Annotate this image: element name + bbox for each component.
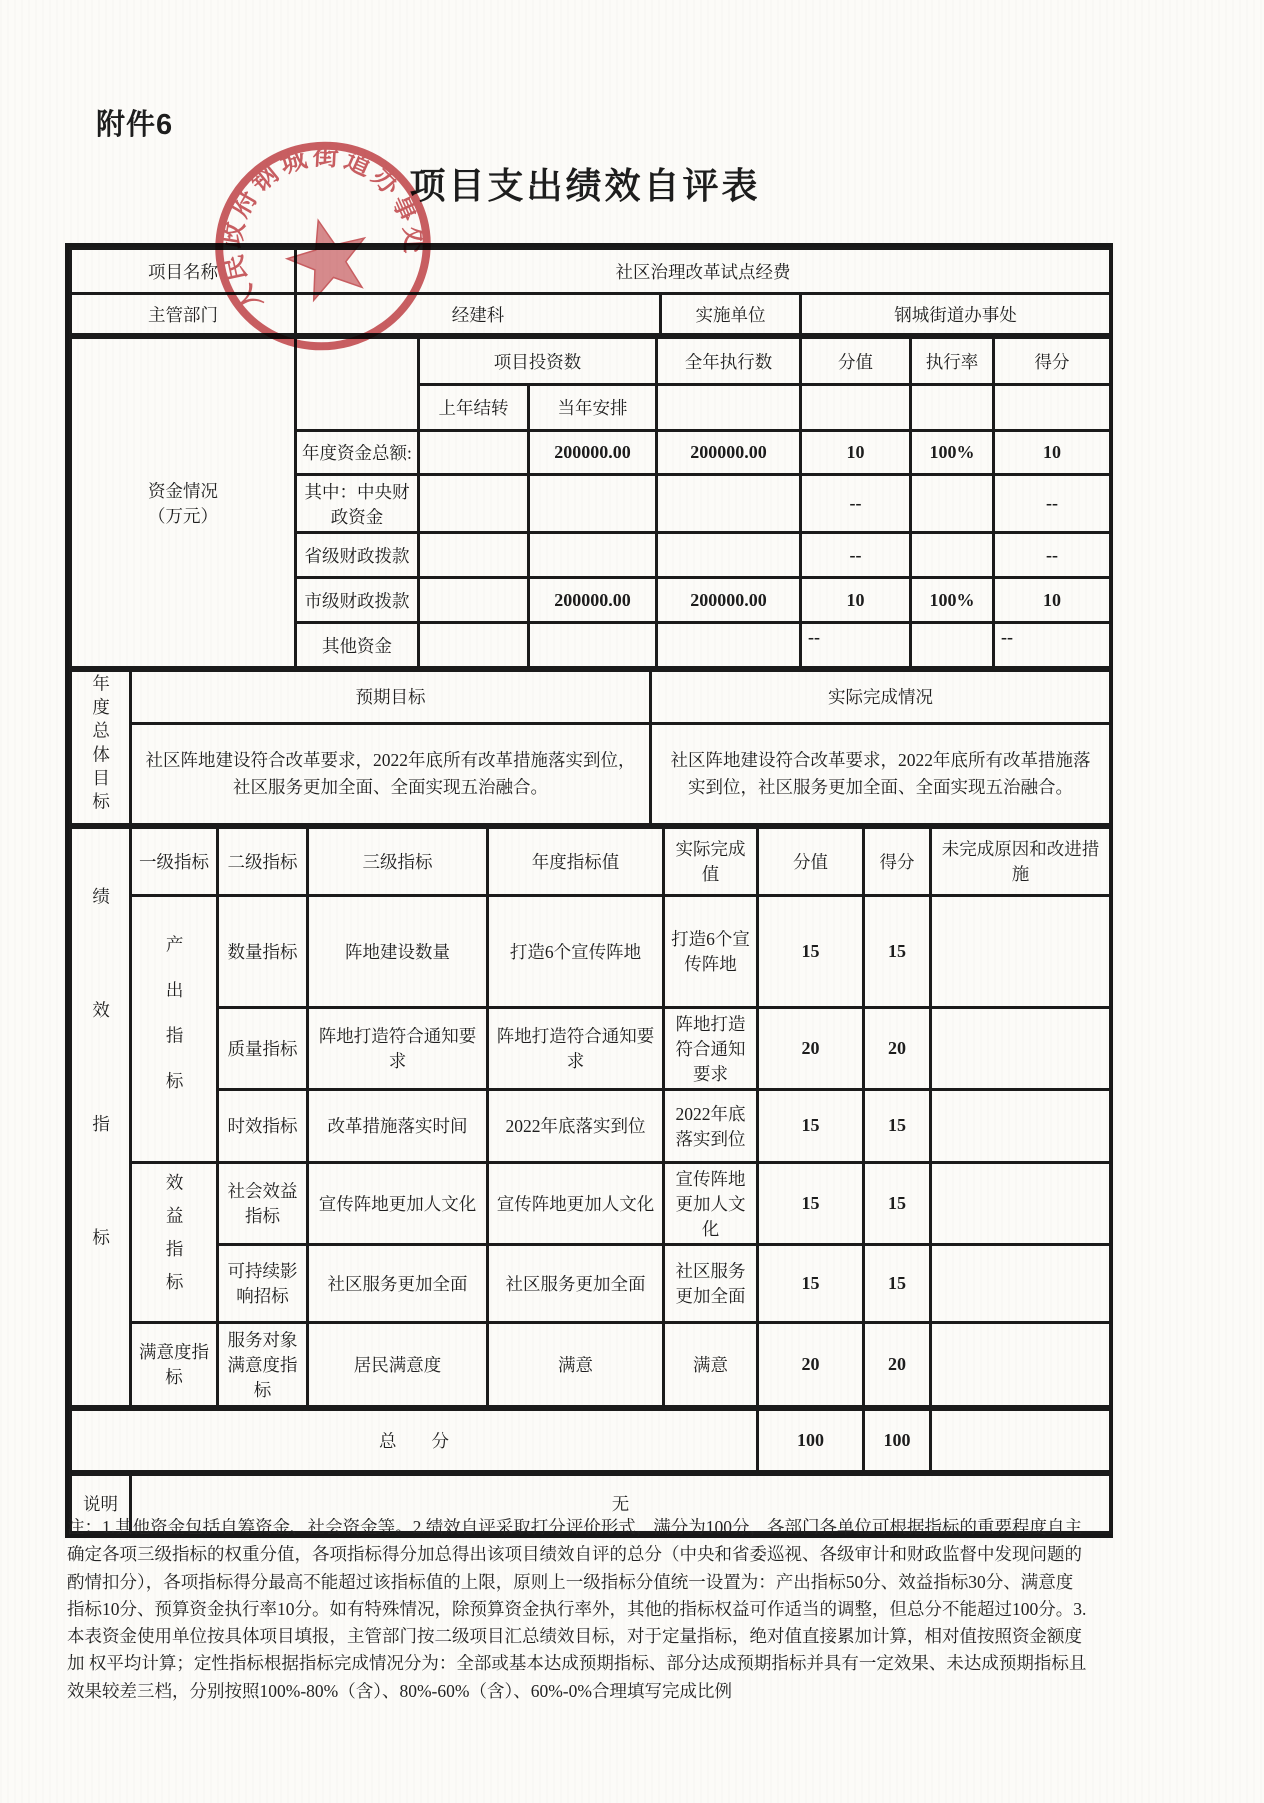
indicator-l2: 质量指标 xyxy=(218,1007,308,1089)
empty-cell xyxy=(931,895,1111,1007)
funding-rate: 100% xyxy=(911,578,994,623)
col-header-rate: 执行率 xyxy=(911,338,994,385)
empty-cell xyxy=(657,623,801,668)
table-row xyxy=(71,249,1111,294)
col-header-current-year: 当年安排 xyxy=(529,385,657,431)
indicator-l3: 居民满意度 xyxy=(308,1322,488,1406)
empty-cell xyxy=(419,475,529,533)
indicator-score: 20 xyxy=(758,1322,864,1406)
table-row xyxy=(71,1409,1111,1471)
funding-score: -- xyxy=(801,475,911,533)
annual-goal-section-label xyxy=(71,671,131,825)
remark-label: 说明 xyxy=(71,1474,131,1532)
funding-score: 10 xyxy=(801,431,911,475)
empty-cell xyxy=(419,623,529,668)
table-row xyxy=(71,1162,1111,1244)
col-header-exec: 全年执行数 xyxy=(657,338,801,385)
funding-section-label xyxy=(71,338,296,668)
empty-cell xyxy=(911,475,994,533)
note-line: 注：1.其他资金包括自筹资金、社会资金等。2.绩效自评采取打分评价形式，满分为100分，各部门各单位可根据指标的重要程度自主 xyxy=(67,1517,1082,1537)
actual-completion-text: 社区阵地建设符合改革要求，2022年底所有改革措施落实到位，社区服务更加全面、全面实现五治融合。 xyxy=(651,723,1111,824)
indicators-section-label xyxy=(71,827,131,1406)
funding-row-label: 市级财政拨款 xyxy=(296,578,419,623)
indicator-l2: 社会效益指标 xyxy=(218,1162,308,1244)
empty-cell xyxy=(529,533,657,578)
group-benefit-indicators xyxy=(131,1162,218,1322)
empty-cell xyxy=(529,623,657,668)
remark-value: 无 xyxy=(131,1474,1111,1532)
indicator-score: 15 xyxy=(758,1089,864,1162)
col-header-unfinished: 未完成原因和改进措施 xyxy=(931,827,1111,895)
total-points-value: 100 xyxy=(864,1409,931,1471)
indicator-score: 15 xyxy=(758,1162,864,1244)
annual-goal-vertical-text: 年度总体目标 xyxy=(90,674,111,816)
indicator-l3: 改革措施落实时间 xyxy=(308,1089,488,1162)
col-header-actual: 实际完成值 xyxy=(664,827,758,895)
empty-cell xyxy=(419,533,529,578)
table-row xyxy=(71,827,1111,895)
indicator-l2: 时效指标 xyxy=(218,1089,308,1162)
expected-goal-header: 预期目标 xyxy=(131,671,651,724)
funding-exec: 200000.00 xyxy=(657,431,801,475)
empty-cell xyxy=(994,385,1111,431)
dept-value: 经建科 xyxy=(296,294,661,335)
note-line: 指标10分、预算资金执行率10分。如有特殊情况，除预算资金执行率外，其他的指标权益可作适当的调整，但总分不能超过100分。3. xyxy=(67,1598,1087,1619)
indicator-actual: 宣传阵地更加人文化 xyxy=(664,1162,758,1244)
expected-goal-text: 社区阵地建设符合改革要求，2022年底所有改革措施落实到位，社区服务更加全面、全面实现五治融合。 xyxy=(131,723,651,824)
funding-exec: 200000.00 xyxy=(657,578,801,623)
indicator-target: 社区服务更加全面 xyxy=(488,1244,664,1322)
funding-rate: 100% xyxy=(911,431,994,475)
funding-current: 200000.00 xyxy=(529,431,657,475)
table-row xyxy=(71,1089,1111,1162)
empty-cell xyxy=(931,1244,1111,1322)
actual-completion-header: 实际完成情况 xyxy=(651,671,1111,724)
indicators-vertical-text: 绩效指标 xyxy=(90,886,111,1342)
empty-cell xyxy=(931,1162,1111,1244)
empty-cell xyxy=(801,385,911,431)
dept-label: 主管部门 xyxy=(71,294,296,335)
table-row xyxy=(71,1322,1111,1406)
attachment-label: 附件6 xyxy=(96,109,174,141)
group-output-vertical-text: 产出指标 xyxy=(164,935,185,1118)
funding-points: -- xyxy=(994,623,1111,668)
total-score-label: 总 分 xyxy=(71,1409,758,1471)
funding-row-label: 其中：中央财政资金 xyxy=(296,475,419,533)
funding-points: -- xyxy=(994,533,1111,578)
indicator-score: 20 xyxy=(758,1007,864,1089)
funding-prev xyxy=(419,431,529,475)
note-line: 本表资金使用单位按具体项目填报，主管部门按二级项目汇总绩效目标，对于定量指标，绝对值直接累加计算，相对值按照资金额度 xyxy=(67,1626,1082,1647)
note-line: 加 权平均计算；定性指标根据指标完成情况分为：全部或基本达成预期指标、部分达成预期指标并具有一定效果、未达成预期指标且 xyxy=(67,1653,1087,1674)
indicator-points: 20 xyxy=(864,1007,931,1089)
impl-unit-label: 实施单位 xyxy=(661,294,801,335)
empty-cell xyxy=(931,1007,1111,1089)
indicator-points: 15 xyxy=(864,1162,931,1244)
col-header-score: 分值 xyxy=(801,338,911,385)
empty-cell xyxy=(657,385,801,431)
table-row xyxy=(71,895,1111,1007)
indicator-points: 20 xyxy=(864,1322,931,1406)
funding-points: 10 xyxy=(994,578,1111,623)
funding-row-label: 其他资金 xyxy=(296,623,419,668)
col-header-level2: 二级指标 xyxy=(218,827,308,895)
funding-points: -- xyxy=(994,475,1111,533)
funding-score: 10 xyxy=(801,578,911,623)
empty-cell xyxy=(657,475,801,533)
funding-score: -- xyxy=(801,533,911,578)
col-header-invest: 项目投资数 xyxy=(419,338,657,385)
indicator-l3: 阵地打造符合通知要求 xyxy=(308,1007,488,1089)
group-satisfaction-indicators: 满意度指标 xyxy=(131,1322,218,1406)
col-header-level3: 三级指标 xyxy=(308,827,488,895)
indicator-points: 15 xyxy=(864,1089,931,1162)
table-row xyxy=(71,1007,1111,1089)
indicator-target: 打造6个宣传阵地 xyxy=(488,895,664,1007)
indicator-l3: 宣传阵地更加人文化 xyxy=(308,1162,488,1244)
funding-points: 10 xyxy=(994,431,1111,475)
empty-cell xyxy=(529,475,657,533)
indicator-actual: 阵地打造符合通知要求 xyxy=(664,1007,758,1089)
basic-info-section xyxy=(69,247,1112,336)
col-header-score: 分值 xyxy=(758,827,864,895)
indicator-l2: 服务对象满意度指标 xyxy=(218,1322,308,1406)
note-line: 确定各项三级指标的权重分值，各项指标得分加总得出该项目绩效自评的总分（中央和省委巡视、各级审计和财政监督中发现问题的 xyxy=(67,1544,1082,1565)
note-line: 效果较差三档，分别按照100%-80%（含）、80%-60%（含）、60%-0%合理填写完成比例 xyxy=(67,1680,732,1701)
footnotes xyxy=(67,1514,1217,1705)
indicator-target: 宣传阵地更加人文化 xyxy=(488,1162,664,1244)
col-header-level1: 一级指标 xyxy=(131,827,218,895)
empty-cell xyxy=(911,623,994,668)
table-row xyxy=(71,723,1111,824)
indicator-points: 15 xyxy=(864,895,931,1007)
indicator-target: 满意 xyxy=(488,1322,664,1406)
col-header-target: 年度指标值 xyxy=(488,827,664,895)
group-output-indicators xyxy=(131,895,218,1162)
empty-cell xyxy=(931,1409,1111,1471)
indicator-score: 15 xyxy=(758,1244,864,1322)
indicator-actual: 2022年底落实到位 xyxy=(664,1089,758,1162)
table-row xyxy=(71,338,1111,385)
annual-goal-section xyxy=(69,669,1112,826)
empty-cell xyxy=(419,578,529,623)
table-row xyxy=(71,294,1111,335)
indicator-l2: 可持续影响招标 xyxy=(218,1244,308,1322)
table-row xyxy=(71,1244,1111,1322)
indicator-target: 2022年底落实到位 xyxy=(488,1089,664,1162)
total-score-value: 100 xyxy=(758,1409,864,1471)
col-header-points: 得分 xyxy=(864,827,931,895)
project-name-label: 项目名称 xyxy=(71,249,296,294)
empty-cell xyxy=(911,533,994,578)
indicator-l3: 阵地建设数量 xyxy=(308,895,488,1007)
seal-arc-text: 人民政府钢城街道办事处 xyxy=(217,141,429,317)
empty-cell xyxy=(296,338,419,431)
indicator-actual: 满意 xyxy=(664,1322,758,1406)
funding-score: -- xyxy=(801,623,911,668)
project-name-value: 社区治理改革试点经费 xyxy=(296,249,1111,294)
indicator-l3: 社区服务更加全面 xyxy=(308,1244,488,1322)
self-evaluation-table xyxy=(65,243,1113,1538)
funding-section xyxy=(69,336,1112,669)
funding-current: 200000.00 xyxy=(529,578,657,623)
indicator-actual: 社区服务更加全面 xyxy=(664,1244,758,1322)
empty-cell xyxy=(931,1089,1111,1162)
empty-cell xyxy=(931,1322,1111,1406)
note-line: 酌情扣分），各项指标得分最高不能超过该指标值的上限，原则上一级指标分值统一设置为：产出指标50分、效益指标30分、满意度 xyxy=(67,1571,1074,1592)
funding-label-line2: （万元） xyxy=(148,505,218,526)
empty-cell xyxy=(657,533,801,578)
impl-unit-value: 钢城街道办事处 xyxy=(801,294,1111,335)
group-benefit-vertical-text: 效益指标 xyxy=(164,1173,185,1307)
page-title: 项目支出绩效自评表 xyxy=(409,166,761,206)
col-header-prev-year: 上年结转 xyxy=(419,385,529,431)
indicator-l2: 数量指标 xyxy=(218,895,308,1007)
table-row xyxy=(71,671,1111,724)
col-header-points: 得分 xyxy=(994,338,1111,385)
indicators-section xyxy=(69,826,1112,1408)
funding-label-line1: 资金情况 xyxy=(148,480,218,501)
funding-row-label: 省级财政拨款 xyxy=(296,533,419,578)
indicator-target: 阵地打造符合通知要求 xyxy=(488,1007,664,1089)
total-score-section xyxy=(69,1408,1112,1473)
indicator-score: 15 xyxy=(758,895,864,1007)
funding-row-label: 年度资金总额: xyxy=(296,431,419,475)
empty-cell xyxy=(911,385,994,431)
indicator-actual: 打造6个宣传阵地 xyxy=(664,895,758,1007)
indicator-points: 15 xyxy=(864,1244,931,1322)
